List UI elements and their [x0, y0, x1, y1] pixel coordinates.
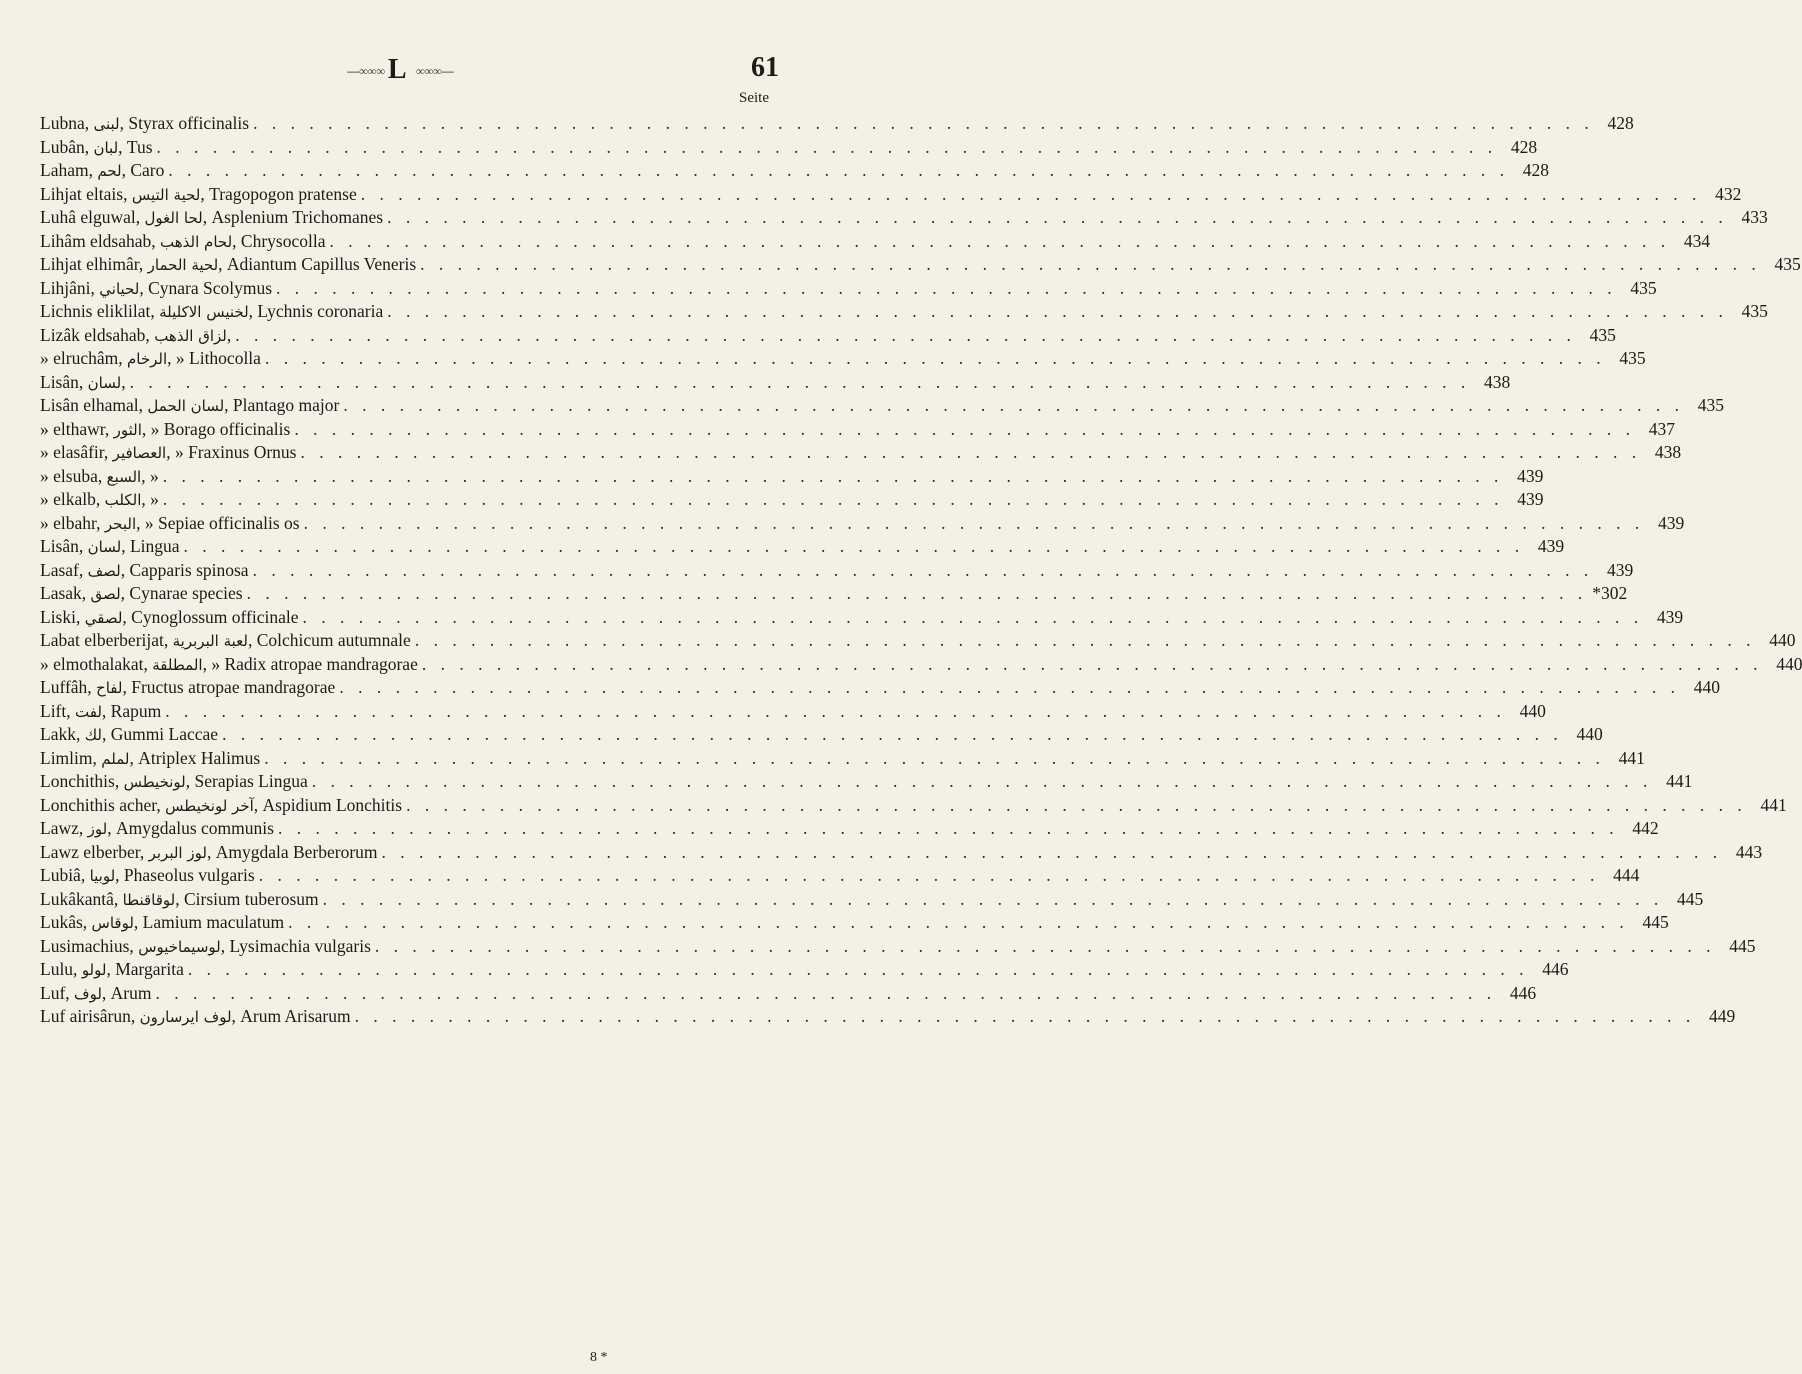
dot-leader	[165, 700, 1506, 724]
dot-leader	[253, 559, 1594, 583]
entry-name: Lichnis eliklilat,	[40, 301, 155, 321]
entry-latin: Lysimachia vulgaris	[229, 935, 371, 956]
entry-name: » elsuba,	[40, 465, 103, 486]
dot-leader	[300, 441, 1641, 465]
entry-page: 434	[1683, 230, 1711, 251]
entry-latin: Colchicum autumnale	[256, 630, 411, 650]
dot-leader	[406, 794, 1747, 818]
entry-page: 441	[1760, 794, 1787, 815]
entry-text: Lihjat eltais, لحية التيس, Tragopogon pratense	[40, 183, 357, 204]
index-entry	[40, 606, 1684, 630]
entry-name: Lizâk eldsahab,	[40, 324, 150, 345]
index-entry	[40, 817, 1659, 841]
entry-latin: Styrax officinalis	[128, 113, 250, 133]
entry-text: Lakk, لك, Gummi Laccae	[40, 724, 219, 744]
index-entry	[40, 888, 1704, 912]
entry-arabic: لونخيطس	[123, 773, 186, 791]
entry-latin: Chrysocolla	[240, 230, 326, 251]
index-entry	[40, 324, 1616, 348]
entry-text: Lawz, لوز, Amygdalus communis	[40, 818, 274, 838]
entry-page: 439	[1537, 536, 1565, 556]
index-entry	[40, 277, 1657, 301]
entry-page: 435	[1619, 348, 1646, 368]
entry-latin: Lamium maculatum	[142, 912, 285, 932]
entry-name: Luf,	[40, 982, 70, 1003]
dot-leader	[253, 112, 1594, 136]
index-entry	[40, 747, 1645, 771]
entry-arabic: لوف	[74, 984, 102, 1003]
entry-latin: Tragopogon pratense	[209, 183, 357, 204]
entry-latin: Cynarae species	[129, 583, 243, 603]
entry-latin: Cynoglossum officinale	[131, 606, 299, 627]
entry-latin: Amygdalus communis	[115, 818, 274, 838]
entry-page: 449	[1709, 1006, 1736, 1026]
entry-page: 446	[1542, 959, 1569, 979]
entry-page: 439	[1656, 606, 1684, 627]
entry-page: 439	[1517, 489, 1544, 509]
entry-name: Lihjat elhimâr,	[40, 254, 144, 274]
section-letter: L	[387, 54, 408, 85]
entry-name: Lubân,	[40, 136, 90, 157]
entry-arabic: لحا الغول	[144, 209, 203, 227]
entry-page: 445	[1729, 935, 1756, 956]
dot-leader	[339, 676, 1680, 700]
entry-page: 439	[1517, 465, 1544, 486]
entry-page: 435	[1630, 277, 1657, 298]
entry-latin: Adiantum Capillus Veneris	[226, 254, 417, 274]
entry-latin: » Borago officinalis	[150, 418, 291, 439]
entry-text: Luf, لوف, Arum	[40, 982, 152, 1003]
dot-leader	[155, 982, 1496, 1006]
dot-leader	[130, 371, 1471, 395]
right-ornament: ∞∞∞—	[416, 64, 454, 79]
index-entry	[40, 582, 1628, 606]
index-entry	[40, 982, 1537, 1006]
entry-name: Limlim,	[40, 747, 97, 768]
entry-latin: Phaseolus vulgaris	[123, 865, 255, 885]
entry-text: Luf airisârun, لوف ايرسارون, Arum Arisarum	[40, 1006, 351, 1026]
index-entry	[40, 441, 1682, 465]
entry-arabic: آخر لونخيطس	[165, 796, 254, 815]
entry-text: Lichnis eliklilat, لخنيس الاكليلة, Lychnis coronaria	[40, 301, 384, 321]
index-entry	[40, 723, 1603, 747]
index-entry	[40, 864, 1640, 888]
entry-text: Lift, لفت, Rapum	[40, 700, 162, 721]
entry-latin: Caro	[130, 160, 165, 180]
entry-arabic: لفت	[75, 702, 102, 721]
entry-name: Lisân elhamal,	[40, 395, 144, 415]
entry-text: Lisân elhamal, لسان الحمل, Plantago major	[40, 395, 340, 415]
entry-page: 428	[1522, 160, 1549, 180]
entry-arabic: لحم	[97, 162, 122, 180]
entry-page: 435	[1589, 324, 1616, 345]
entry-name: Liski,	[40, 606, 81, 627]
entry-latin: Asplenium Trichomanes	[211, 207, 384, 227]
entry-arabic: لوز	[87, 820, 108, 838]
entry-text: Lihâm eldsahab, لحام الذهب, Chrysocolla	[40, 230, 326, 251]
dot-leader	[415, 629, 1756, 653]
entry-text: Lasak, لصق, Cynarae species	[40, 583, 243, 603]
dot-leader	[163, 488, 1504, 512]
index-entry	[40, 653, 1802, 677]
entry-latin: »	[150, 489, 159, 509]
dot-leader	[375, 935, 1716, 959]
entry-text: Lusimachius, لوسيماخيوس, Lysimachia vulgaris	[40, 935, 371, 956]
entry-latin: Arum	[110, 982, 152, 1003]
entry-name: Lisân,	[40, 371, 84, 392]
entry-page: 442	[1632, 818, 1659, 838]
index-entry	[40, 465, 1544, 489]
entry-arabic: السبع	[106, 467, 142, 486]
entry-name: » elmothalakat,	[40, 653, 148, 674]
entry-text: Lubiâ, لوبيا, Phaseolus vulgaris	[40, 865, 255, 885]
dot-leader	[235, 324, 1576, 348]
entry-name: Lawz elberber,	[40, 841, 145, 862]
entry-name: Lukâs,	[40, 912, 88, 932]
dot-leader	[288, 911, 1629, 935]
entry-latin: Serapias Lingua	[194, 771, 308, 791]
entry-name: » elthawr,	[40, 418, 110, 439]
entry-page: 446	[1509, 982, 1537, 1003]
entry-latin: Plantago major	[232, 395, 340, 415]
entry-name: Lihjâni,	[40, 277, 95, 298]
entry-latin: Aspidium Lonchitis	[262, 794, 403, 815]
entry-text: » elruchâm, الرخام, » Lithocolla	[40, 348, 261, 368]
entry-text: Lubân, لبان, Tus	[40, 136, 153, 157]
entry-name: Lubna,	[40, 113, 90, 133]
signature-mark: 8 *	[590, 1350, 608, 1365]
entry-text: Labat elberberijat, لعبة البربرية, Colchicum autumnale	[40, 630, 411, 650]
entry-text: Lasaf, لصف, Capparis spinosa	[40, 559, 249, 580]
entry-text: Lubna, لبنى, Styrax officinalis	[40, 113, 250, 133]
entry-arabic: العصافير	[112, 444, 167, 462]
left-ornament: —∞∞∞	[347, 64, 388, 79]
dot-leader	[323, 888, 1664, 912]
entry-text: Lonchithis acher, آخر لونخيطس, Aspidium Lonchitis	[40, 794, 403, 815]
entry-page: 432	[1715, 183, 1742, 204]
entry-name: Lakk,	[40, 724, 81, 744]
entry-text: Lizâk eldsahab, لزاق الذهب,	[40, 324, 232, 345]
entry-page: 428	[1510, 136, 1538, 157]
entry-page: 438	[1654, 442, 1682, 462]
entry-name: Luf airisârun,	[40, 1006, 136, 1026]
entry-latin: Fructus atropae mandragorae	[131, 677, 336, 697]
index-entry	[40, 347, 1646, 371]
entry-latin: Cynara Scolymus	[148, 277, 273, 298]
dot-leader	[259, 864, 1600, 888]
entry-arabic: لفاح	[96, 679, 123, 697]
entry-latin: » Fraxinus Ornus	[174, 442, 297, 462]
dot-leader	[276, 277, 1617, 301]
entry-latin: Arum Arisarum	[240, 1006, 351, 1026]
entry-latin: »	[149, 465, 159, 486]
entry-page: 435	[1697, 395, 1724, 415]
entry-text: Lisân, لسان,	[40, 371, 126, 392]
entry-name: » elkalb,	[40, 489, 101, 509]
dot-leader	[303, 606, 1644, 630]
entry-latin: Tus	[126, 136, 153, 157]
entry-text: » elbahr, البحر, » Sepiae officinalis os	[40, 512, 300, 533]
page-number: 61	[751, 52, 779, 83]
index-entry	[40, 394, 1724, 418]
entry-latin: Lychnis coronaria	[257, 301, 384, 321]
entry-arabic: لحام الذهب	[160, 232, 233, 251]
entry-page: 440	[1519, 700, 1546, 721]
entry-arabic: المطلقة	[152, 655, 203, 674]
entry-latin: » Sepiae officinalis os	[144, 512, 300, 533]
index-entry	[40, 935, 1756, 959]
entry-latin: » Lithocolla	[175, 348, 261, 368]
index-entry	[40, 253, 1801, 277]
entry-arabic: لصف	[87, 561, 121, 580]
index-entry	[40, 676, 1720, 700]
entry-arabic: لملم	[101, 749, 130, 768]
entry-latin: Lingua	[129, 536, 180, 556]
entry-page: 433	[1741, 207, 1768, 227]
dot-leader	[387, 206, 1728, 230]
entry-latin: Amygdala Berberorum	[215, 841, 378, 862]
index-entry	[40, 418, 1675, 442]
entry-page: 443	[1735, 841, 1763, 862]
entry-name: Lawz,	[40, 818, 84, 838]
index-entry	[40, 512, 1685, 536]
index-entry	[40, 841, 1763, 865]
index-entry	[40, 488, 1544, 512]
entry-arabic: لوبيا	[89, 867, 116, 885]
header-center	[0, 54, 801, 86]
entry-latin: Atriplex Halimus	[138, 747, 261, 768]
entry-page: 440	[1693, 677, 1720, 697]
entry-arabic: لزاق الذهب	[154, 326, 227, 345]
entry-name: Lihâm eldsahab,	[40, 230, 156, 251]
dot-leader	[355, 1005, 1696, 1029]
entry-arabic: لعبة البربرية	[172, 632, 248, 650]
entry-arabic: لسان	[87, 538, 122, 556]
index-entry	[40, 958, 1569, 982]
entry-latin: » Radix atropae mandragorae	[211, 653, 418, 674]
entry-arabic: لحياني	[99, 279, 140, 298]
dot-leader	[294, 418, 1635, 442]
dot-leader	[422, 653, 1763, 677]
dot-leader	[188, 958, 1529, 982]
entry-text: Limlim, لملم, Atriplex Halimus	[40, 747, 261, 768]
entry-text: Luffâh, لفاح, Fructus atropae mandragorae	[40, 677, 336, 697]
index-entry	[40, 206, 1768, 230]
dot-leader	[343, 394, 1684, 418]
entry-text: » elsuba, السبع, »	[40, 465, 159, 486]
entry-page: 444	[1613, 865, 1640, 885]
index-entry	[40, 911, 1669, 935]
running-header	[0, 48, 801, 88]
entry-arabic: لوف ايرسارون	[139, 1008, 232, 1026]
index-entry	[40, 159, 1549, 183]
index-entry	[40, 1005, 1736, 1029]
entry-text: Laham, لحم, Caro	[40, 160, 165, 180]
entry-arabic: لصقي	[84, 608, 123, 627]
entry-text: Lukâs, لوقاس, Lamium maculatum	[40, 912, 285, 932]
entry-name: Lubiâ,	[40, 865, 86, 885]
entry-name: Lisân,	[40, 536, 84, 556]
entry-page: 441	[1666, 771, 1693, 791]
entry-arabic: الثور	[113, 420, 142, 439]
entry-name: Lift,	[40, 700, 71, 721]
entry-arabic: لوز البربر	[148, 843, 207, 862]
entry-text: » elthawr, الثور, » Borago officinalis	[40, 418, 291, 439]
index-entry	[40, 300, 1768, 324]
entry-text: Lukâkantâ, لوقاقنطا, Cirsium tuberosum	[40, 888, 319, 909]
entry-page: *302	[1592, 583, 1628, 603]
dot-leader	[222, 723, 1563, 747]
entry-name: Lihjat eltais,	[40, 183, 128, 204]
entry-arabic: لحية الحمار	[147, 256, 219, 274]
entry-name: Lasak,	[40, 583, 87, 603]
dot-leader	[264, 747, 1605, 771]
entry-arabic: لحية التيس	[131, 185, 201, 204]
dot-leader	[168, 159, 1509, 183]
entry-text: Lihjat elhimâr, لحية الحمار, Adiantum Capillus Veneris	[40, 254, 417, 274]
entry-name: Lukâkantâ,	[40, 888, 119, 909]
index-entry	[40, 112, 1634, 136]
entry-latin: Margarita	[115, 959, 184, 979]
column-label-seite: Seite	[739, 90, 769, 106]
dot-leader	[382, 841, 1723, 865]
index-entry	[40, 559, 1634, 583]
entry-text: Lulu, لولو, Margarita	[40, 959, 184, 979]
entry-page: 445	[1642, 912, 1669, 932]
index-entry	[40, 183, 1742, 207]
entry-name: Lonchithis,	[40, 771, 120, 791]
entry-arabic: لوسيماخيوس	[138, 937, 221, 956]
entry-arabic: لصق	[90, 585, 121, 603]
entry-arabic: البحر	[104, 514, 137, 533]
entry-text: Luhâ elguwal, لحا الغول, Asplenium Trichomanes	[40, 207, 384, 227]
dot-leader	[157, 136, 1498, 160]
entry-arabic: الكلب	[104, 491, 142, 509]
entry-page: 435	[1741, 301, 1768, 321]
index-entry	[40, 794, 1787, 818]
entry-text: Lihjâni, لحياني, Cynara Scolymus	[40, 277, 273, 298]
dot-leader	[184, 535, 1525, 559]
dot-leader	[361, 183, 1702, 207]
index-entry	[40, 535, 1565, 559]
entry-latin: Cirsium tuberosum	[184, 888, 319, 909]
index-entry	[40, 700, 1546, 724]
entry-text: » elkalb, الكلب, »	[40, 489, 159, 509]
dot-leader	[265, 347, 1606, 371]
entry-arabic: لوقاس	[91, 914, 134, 932]
entry-text: Liski, لصقي, Cynoglossum officinale	[40, 606, 299, 627]
entry-text: Lonchithis, لونخيطس, Serapias Lingua	[40, 771, 308, 791]
entry-latin: Gummi Laccae	[110, 724, 219, 744]
entry-arabic: لبنى	[93, 115, 120, 133]
entry-name: Luhâ elguwal,	[40, 207, 141, 227]
entry-page: 441	[1618, 747, 1645, 768]
entry-page: 440	[1576, 724, 1603, 744]
entry-name: Laham,	[40, 160, 93, 180]
entry-arabic: الرخام	[126, 350, 168, 368]
entry-page: 428	[1607, 113, 1634, 133]
entry-page: 435	[1774, 254, 1801, 274]
entry-latin: Capparis spinosa	[129, 559, 249, 580]
entry-text: » elmothalakat, المطلقة, » Radix atropae mandragorae	[40, 653, 418, 674]
index-entries	[40, 112, 1802, 1029]
entry-name: Lonchithis acher,	[40, 794, 161, 815]
entry-name: Luffâh,	[40, 677, 92, 697]
entry-page: 439	[1606, 559, 1634, 580]
entry-name: Lulu,	[40, 959, 78, 979]
entry-text: Lisân, لسان, Lingua	[40, 536, 180, 556]
entry-page: 440	[1769, 630, 1796, 650]
entry-text: Lawz elberber, لوز البربر, Amygdala Berberorum	[40, 841, 378, 862]
entry-page: 439	[1657, 512, 1685, 533]
index-entry	[40, 230, 1711, 254]
entry-name: Lusimachius,	[40, 935, 134, 956]
entry-latin: Rapum	[110, 700, 162, 721]
entry-arabic: لولو	[81, 961, 107, 979]
dot-leader	[163, 465, 1504, 489]
entry-arabic: لخنيس الاكليلة	[159, 303, 249, 321]
index-entry	[40, 629, 1796, 653]
entry-page: 440	[1776, 653, 1802, 674]
entry-page: 437	[1648, 418, 1675, 439]
entry-name: Labat elberberijat,	[40, 630, 169, 650]
dot-leader	[330, 230, 1671, 254]
entry-page: 438	[1483, 371, 1511, 392]
index-entry	[40, 770, 1693, 794]
entry-page: 445	[1677, 888, 1704, 909]
entry-name: Lasaf,	[40, 559, 84, 580]
entry-name: » elruchâm,	[40, 348, 123, 368]
dot-leader	[304, 512, 1645, 536]
entry-arabic: لبان	[93, 138, 119, 157]
dot-leader	[387, 300, 1728, 324]
dot-leader	[312, 770, 1653, 794]
dot-leader	[420, 253, 1761, 277]
dot-leader	[247, 582, 1588, 606]
entry-arabic: لسان	[87, 373, 122, 392]
entry-arabic: لك	[84, 726, 102, 744]
entry-arabic: لسان الحمل	[147, 397, 225, 415]
index-entry	[40, 136, 1538, 160]
entry-name: » elbahr,	[40, 512, 101, 533]
entry-name: » elasâfir,	[40, 442, 109, 462]
entry-text: » elasâfir, العصافير, » Fraxinus Ornus	[40, 442, 297, 462]
entry-arabic: لوقاقنطا	[122, 890, 176, 909]
index-entry	[40, 371, 1511, 395]
dot-leader	[278, 817, 1619, 841]
